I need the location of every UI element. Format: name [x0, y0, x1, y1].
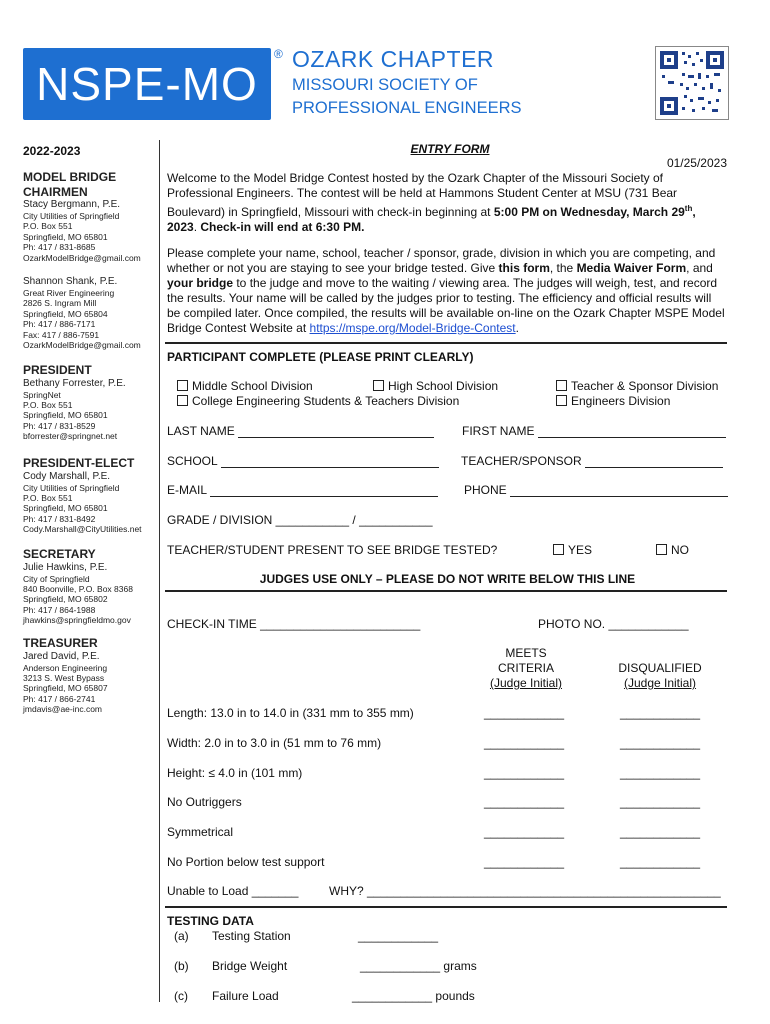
- sidebar-heading: SECRETARY: [23, 547, 96, 561]
- checkbox-icon[interactable]: [553, 544, 564, 555]
- sidebar-line: City Utilities of Springfield: [23, 211, 120, 221]
- meets-blank[interactable]: ____________: [484, 795, 565, 809]
- sidebar-line: City Utilities of Springfield: [23, 482, 120, 493]
- sidebar-heading: CHAIRMEN: [23, 184, 88, 199]
- qr-code-icon: [655, 46, 729, 120]
- sidebar-heading: MODEL BRIDGE: [23, 170, 117, 184]
- sidebar-president: [23, 363, 153, 442]
- sidebar-line: Cody.Marshall@CityUtilities.net: [23, 524, 142, 535]
- field-label: FIRST NAME: [462, 424, 535, 438]
- meets-blank[interactable]: ____________: [484, 706, 565, 720]
- testing-data-title: TESTING DATA: [167, 914, 254, 928]
- sidebar-heading: PRESIDENT: [23, 363, 92, 377]
- meets-blank[interactable]: ____________: [484, 766, 565, 780]
- field-label: E-MAIL: [167, 483, 207, 497]
- org-name-line2: MISSOURI SOCIETY OF: [292, 76, 478, 94]
- criteria-label: No Portion below test support: [167, 855, 325, 869]
- sidebar-line: City of Springfield: [23, 573, 90, 584]
- sidebar-line: Ph: 417 / 831-8492: [23, 513, 96, 524]
- sidebar-line: Ph: 417 / 866-2741: [23, 693, 96, 704]
- sidebar-line: 2826 S. Ingram Mill: [23, 298, 97, 309]
- bridge-weight-blank[interactable]: ____________ grams: [360, 959, 477, 973]
- criteria-label: Length: 13.0 in to 14.0 in (331 mm to 355 mm): [167, 706, 414, 720]
- first-name-field[interactable]: [462, 424, 726, 438]
- present-no[interactable]: NO: [656, 543, 689, 557]
- sidebar-line: Springfield, MO 65801: [23, 231, 108, 242]
- sidebar-line: Springfield, MO 65807: [23, 683, 108, 694]
- sidebar-heading: TREASURER: [23, 636, 98, 650]
- sidebar-line: Springfield, MO 65801: [23, 503, 108, 514]
- division-college[interactable]: College Engineering Students & Teachers Division: [177, 394, 459, 408]
- disqualified-header: DISQUALIFIED (Judge Initial): [618, 661, 702, 690]
- disqualified-blank[interactable]: ____________: [620, 736, 701, 750]
- sidebar-line: OzarkModelBridge@gmail.com: [23, 340, 141, 351]
- contest-website-link[interactable]: https://mspe.org/Model-Bridge-Contest: [309, 321, 516, 335]
- why-field[interactable]: WHY? _____________________________________________________: [329, 884, 721, 898]
- participant-section-title: PARTICIPANT COMPLETE (PLEASE PRINT CLEARLY): [167, 350, 474, 364]
- sidebar-line: OzarkModelBridge@gmail.com: [23, 252, 141, 263]
- failure-load-blank[interactable]: ____________ pounds: [352, 989, 475, 1003]
- sidebar-name: Cody Marshall, P.E.: [23, 470, 111, 482]
- intro-paragraph: Welcome to the Model Bridge Contest hosted by the Ozark Chapter of the Missouri Society of Professional Engineers. The contest will be held at Hammons Student Center at MSU (731 Bear Boulevard) in Springfield, Missouri with check-in beginning at 5:00 PM on Wednesday, March 29th, 2023. Check-in will end at 6:30 PM.: [167, 171, 696, 234]
- division-teacher[interactable]: Teacher & Sponsor Division: [556, 379, 718, 393]
- divider: [165, 342, 727, 344]
- disqualified-blank[interactable]: ____________: [620, 825, 701, 839]
- criteria-label: Symmetrical: [167, 825, 234, 839]
- org-name-line3: PROFESSIONAL ENGINEERS: [292, 99, 522, 117]
- last-name-field[interactable]: [167, 424, 434, 438]
- sidebar-line: jhawkins@springfieldmo.gov: [23, 615, 131, 626]
- criteria-label: Width: 2.0 in to 3.0 in (51 mm to 76 mm): [167, 736, 382, 750]
- present-question: TEACHER/STUDENT PRESENT TO SEE BRIDGE TESTED?: [167, 543, 498, 557]
- division-high[interactable]: High School Division: [373, 379, 498, 393]
- testing-label: Failure Load: [212, 989, 279, 1003]
- testing-label: Bridge Weight: [212, 959, 288, 973]
- field-label: LAST NAME: [167, 424, 235, 438]
- sidebar-secretary: [23, 547, 153, 626]
- grade-division-field[interactable]: GRADE / DIVISION ___________ / ___________: [167, 513, 433, 527]
- school-field[interactable]: [167, 454, 439, 468]
- sidebar-treasurer: [23, 636, 153, 715]
- email-field[interactable]: [167, 483, 438, 497]
- unable-to-load[interactable]: Unable to Load _______: [167, 884, 299, 898]
- present-yes[interactable]: YES: [553, 543, 592, 557]
- testing-letter: (b): [174, 959, 189, 973]
- divider: [165, 906, 727, 908]
- form-date: 01/25/2023: [666, 156, 727, 170]
- sidebar-chairman-2: [23, 276, 153, 350]
- sidebar-heading: PRESIDENT-ELECT: [23, 456, 135, 470]
- testing-label: Testing Station: [212, 929, 291, 943]
- checkbox-icon[interactable]: [177, 380, 188, 391]
- division-engineers[interactable]: Engineers Division: [556, 394, 670, 408]
- sidebar-line: P.O. Box 551: [23, 221, 73, 232]
- phone-field[interactable]: [464, 483, 728, 497]
- registered-mark: ®: [274, 47, 283, 61]
- sidebar-name: Stacy Bergmann, P.E.: [23, 199, 121, 210]
- checkin-time: CHECK-IN TIME ________________________: [167, 617, 421, 631]
- org-name-line1: OZARK CHAPTER: [292, 46, 495, 72]
- meets-blank[interactable]: ____________: [484, 736, 565, 750]
- sidebar-line: P.O. Box 551: [23, 399, 73, 410]
- disqualified-blank[interactable]: ____________: [620, 706, 701, 720]
- sidebar-chairmen: [23, 170, 153, 263]
- checkbox-icon[interactable]: [373, 380, 384, 391]
- sidebar-line: bforrester@springnet.net: [23, 431, 118, 442]
- sidebar-name: Julie Hawkins, P.E.: [23, 561, 108, 573]
- sidebar-line: 3213 S. West Bypass: [23, 672, 105, 683]
- testing-letter: (c): [174, 989, 188, 1003]
- sidebar-president-elect: [23, 456, 153, 535]
- sidebar-name: Shannon Shank, P.E.: [23, 276, 118, 287]
- disqualified-blank[interactable]: ____________: [620, 795, 701, 809]
- sidebar-line: Fax: 417 / 886-7591: [23, 329, 100, 340]
- sidebar-line: Anderson Engineering: [23, 662, 108, 673]
- criteria-label: No Outriggers: [167, 795, 242, 809]
- sidebar-name: Jared David, P.E.: [23, 650, 100, 662]
- sidebar-line: Great River Engineering: [23, 288, 115, 298]
- sidebar-line: P.O. Box 551: [23, 492, 73, 503]
- instructions-paragraph: Please complete your name, school, teacher / sponsor, grade, division in which you are competing, and whether or not you are staying to see your bridge tested. Give this form, the Media Waiver Form, and your bridge to the judge and move to the waiting / viewing area. The judges will weigh, test, and record the results. Your name will be called by the judges prior to testing. The efficiency and official results will be compiled later. Once compiled, the results will be available on-line on the Ozark Chapter MSPE Model Bridge Contest Website at https://mspe.org/Model-Bridge-Contest.: [167, 246, 725, 335]
- divider: [165, 590, 727, 592]
- testing-station-blank[interactable]: ____________: [358, 929, 439, 943]
- meets-blank[interactable]: ____________: [484, 825, 565, 839]
- sidebar-name: Bethany Forrester, P.E.: [23, 377, 126, 389]
- sidebar-line: Ph: 417 / 831-8685: [23, 242, 96, 253]
- criteria-label: Height: ≤ 4.0 in (101 mm): [167, 766, 303, 780]
- meets-blank[interactable]: ____________: [484, 855, 565, 869]
- sidebar-year: 2022-2023: [23, 144, 81, 158]
- sidebar-line: Ph: 417 / 831-8529: [23, 420, 96, 431]
- sidebar-line: Ph: 417 / 864-1988: [23, 604, 96, 615]
- sidebar-line: Springfield, MO 65802: [23, 594, 108, 605]
- sidebar-line: Ph: 417 / 886-7171: [23, 319, 96, 330]
- checkbox-icon[interactable]: [656, 544, 667, 555]
- sidebar-line: Springfield, MO 65801: [23, 410, 108, 421]
- sidebar-line: Springfield, MO 65804: [23, 308, 108, 319]
- sidebar-line: 840 Boonville, P.O. Box 8368: [23, 583, 133, 594]
- column-divider: [159, 140, 160, 1002]
- form-title: ENTRY FORM: [410, 142, 490, 156]
- disqualified-blank[interactable]: ____________: [620, 766, 701, 780]
- testing-letter: (a): [174, 929, 189, 943]
- meets-criteria-header: MEETS CRITERIA (Judge Initial): [489, 646, 563, 690]
- field-label: PHONE: [464, 483, 507, 497]
- field-label: SCHOOL: [167, 454, 218, 468]
- checkbox-icon[interactable]: [177, 395, 188, 406]
- checkbox-icon[interactable]: [556, 380, 567, 391]
- checkbox-icon[interactable]: [556, 395, 567, 406]
- division-middle[interactable]: Middle School Division: [177, 379, 313, 393]
- nspe-mo-logo: NSPE-MO: [23, 48, 271, 120]
- judges-section-title: JUDGES USE ONLY – PLEASE DO NOT WRITE BELOW THIS LINE: [259, 572, 636, 586]
- sidebar-line: jmdavis@ae-inc.com: [23, 704, 103, 715]
- sidebar-line: SpringNet: [23, 389, 61, 400]
- teacher-sponsor-field[interactable]: [461, 454, 723, 468]
- field-label: TEACHER/SPONSOR: [461, 454, 582, 468]
- photo-number: PHOTO NO. ____________: [538, 617, 689, 631]
- disqualified-blank[interactable]: ____________: [620, 855, 701, 869]
